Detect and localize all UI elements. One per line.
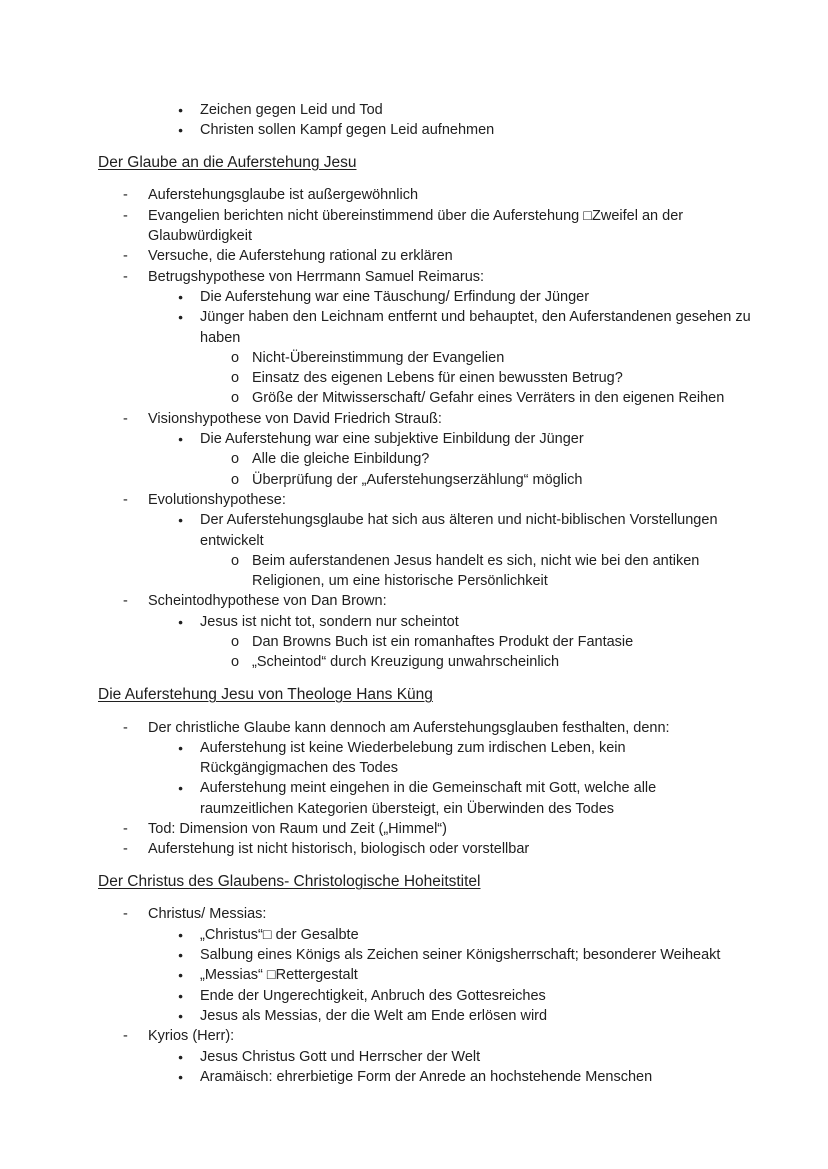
line-text: „Scheintod“ durch Kreuzigung unwahrscheinlich: [252, 654, 560, 671]
circle-bullet-icon: o: [231, 370, 240, 387]
line-text: Christus/ Messias:: [148, 906, 267, 923]
list-item-level-2: [98, 1067, 798, 1087]
line-text: Nicht-Übereinstimmung der Evangelien: [252, 349, 505, 366]
line-text: Dan Browns Buch ist ein romanhaftes Produkt der Fantasie: [252, 634, 634, 651]
list-item-level-2: [98, 925, 798, 945]
list-item-level-2: [98, 945, 798, 965]
section-heading: [98, 872, 798, 892]
line-text: Ende der Ungerechtigkeit, Anbruch des Gottesreiches: [200, 987, 546, 1004]
line-text: Der christliche Glaube kann dennoch am Auferstehungsglauben festhalten, denn:: [148, 719, 670, 736]
dash-bullet-icon: -: [123, 410, 128, 427]
circle-bullet-icon: o: [231, 654, 240, 671]
list-item-continuation: [98, 571, 798, 591]
list-item-level-3: [98, 551, 798, 571]
line-text: Jesus ist nicht tot, sondern nur scheintot: [200, 613, 459, 630]
dash-bullet-icon: -: [123, 719, 128, 736]
dash-bullet-icon: -: [123, 593, 128, 610]
list-item-level-2: [98, 429, 798, 449]
line-text: Alle die gleiche Einbildung?: [252, 451, 430, 468]
list-item-level-2: [98, 778, 798, 798]
list-item-level-2: [98, 738, 798, 758]
list-item-level-2: [98, 307, 798, 327]
dash-bullet-icon: -: [123, 1028, 128, 1045]
disc-bullet-icon: ●: [178, 105, 184, 115]
list-item-level-1: [98, 185, 798, 205]
line-text: haben: [200, 329, 241, 346]
circle-bullet-icon: o: [231, 349, 240, 366]
disc-bullet-icon: ●: [178, 990, 184, 1001]
list-item-level-1: [98, 206, 798, 226]
list-item-level-1: [98, 819, 798, 839]
circle-bullet-icon: o: [231, 634, 240, 651]
line-text: Kyrios (Herr):: [148, 1028, 235, 1045]
circle-bullet-icon: o: [231, 451, 240, 468]
line-text: Auferstehung ist keine Wiederbelebung zum irdischen Leben, kein: [200, 739, 626, 756]
list-item-level-3: [98, 388, 798, 408]
line-text: „Christus“□ der Gesalbte: [200, 926, 359, 943]
list-item-level-2: [98, 287, 798, 307]
list-item-continuation: [98, 226, 798, 246]
line-text: „Messias“ □Rettergestalt: [200, 967, 358, 984]
list-item-level-2: [98, 120, 798, 140]
line-text: Religionen, um eine historische Persönlichkeit: [252, 573, 548, 590]
list-item-level-1: [98, 591, 798, 611]
list-item-level-3: [98, 652, 798, 672]
line-text: Visionshypothese von David Friedrich Strauß:: [148, 410, 442, 427]
heading-text: Der Christus des Glaubens- Christologische Hoheitstitel: [98, 872, 481, 890]
disc-bullet-icon: ●: [178, 515, 184, 526]
list-item-level-1: [98, 904, 798, 924]
line-text: Rückgängigmachen des Todes: [200, 760, 399, 777]
list-item-level-1: [98, 409, 798, 429]
disc-bullet-icon: ●: [178, 1010, 184, 1021]
list-item-continuation: [98, 758, 798, 778]
disc-bullet-icon: ●: [178, 742, 184, 753]
disc-bullet-icon: ●: [178, 291, 184, 302]
list-item-level-1: [98, 839, 798, 859]
line-text: Größe der Mitwisserschaft/ Gefahr eines Verräters in den eigenen Reihen: [252, 390, 725, 407]
list-item-level-1: [98, 1026, 798, 1046]
list-item-level-2: [98, 986, 798, 1006]
list-item-level-3: [98, 470, 798, 490]
list-item-level-3: [98, 348, 798, 368]
line-text: Aramäisch: ehrerbietige Form der Anrede an hochstehende Menschen: [200, 1068, 653, 1085]
line-text: Die Auferstehung war eine subjektive Einbildung der Jünger: [200, 431, 584, 448]
line-text: Einsatz des eigenen Lebens für einen bewussten Betrug?: [252, 370, 623, 387]
list-item-level-2: [98, 510, 798, 530]
list-item-level-1: [98, 246, 798, 266]
dash-bullet-icon: -: [123, 820, 128, 837]
dash-bullet-icon: -: [123, 491, 128, 508]
dash-bullet-icon: -: [123, 906, 128, 923]
line-text: Auferstehung meint eingehen in die Gemeinschaft mit Gott, welche alle: [200, 780, 657, 797]
line-text: Evangelien berichten nicht übereinstimmend über die Auferstehung □Zweifel an der: [148, 207, 684, 224]
dash-bullet-icon: -: [123, 248, 128, 265]
heading-text: Die Auferstehung Jesu von Theologe Hans Küng: [98, 685, 433, 703]
line-text: Überprüfung der „Auferstehungserzählung“ möglich: [252, 471, 583, 488]
line-text: Jünger haben den Leichnam entfernt und behauptet, den Auferstandenen gesehen zu: [200, 309, 751, 326]
circle-bullet-icon: o: [231, 390, 240, 407]
list-item-level-2: [98, 100, 798, 120]
circle-bullet-icon: o: [231, 552, 240, 569]
line-text: Glaubwürdigkeit: [148, 228, 252, 245]
line-text: Jesus Christus Gott und Herrscher der Welt: [200, 1048, 481, 1065]
line-text: Auferstehungsglaube ist außergewöhnlich: [148, 187, 419, 204]
section-heading: [98, 685, 798, 705]
line-text: Zeichen gegen Leid und Tod: [200, 102, 383, 118]
disc-bullet-icon: ●: [178, 1071, 184, 1082]
dash-bullet-icon: -: [123, 268, 128, 285]
list-item-level-2: [98, 612, 798, 632]
dash-bullet-icon: -: [123, 841, 128, 858]
line-text: Die Auferstehung war eine Täuschung/ Erfindung der Jünger: [200, 288, 590, 305]
list-item-level-2: [98, 965, 798, 985]
section-heading: [98, 153, 798, 173]
line-text: Christen sollen Kampf gegen Leid aufnehmen: [200, 122, 495, 139]
disc-bullet-icon: ●: [178, 950, 184, 961]
list-item-level-2: [98, 1047, 798, 1067]
list-item-level-1: [98, 490, 798, 510]
document-body: [98, 100, 798, 1087]
disc-bullet-icon: ●: [178, 312, 184, 323]
disc-bullet-icon: ●: [178, 970, 184, 981]
list-item-level-3: [98, 449, 798, 469]
disc-bullet-icon: ●: [178, 1051, 184, 1062]
list-item-level-3: [98, 368, 798, 388]
line-text: Tod: Dimension von Raum und Zeit („Himmel“): [148, 820, 447, 837]
line-text: Scheintodhypothese von Dan Brown:: [148, 593, 387, 610]
line-text: entwickelt: [200, 532, 264, 549]
line-text: Der Auferstehungsglaube hat sich aus älteren und nicht-biblischen Vorstellungen: [200, 512, 718, 529]
line-text: Jesus als Messias, der die Welt am Ende erlösen wird: [200, 1007, 548, 1024]
list-item-level-3: [98, 632, 798, 652]
line-text: Beim auferstandenen Jesus handelt es sich, nicht wie bei den antiken: [252, 552, 700, 569]
dash-bullet-icon: -: [123, 187, 128, 204]
line-text: Betrugshypothese von Herrmann Samuel Reimarus:: [148, 268, 485, 285]
circle-bullet-icon: o: [231, 471, 240, 488]
disc-bullet-icon: ●: [178, 125, 184, 136]
line-text: Auferstehung ist nicht historisch, biologisch oder vorstellbar: [148, 841, 530, 858]
disc-bullet-icon: ●: [178, 783, 184, 794]
list-item-continuation: [98, 328, 798, 348]
line-text: Evolutionshypothese:: [148, 491, 286, 508]
heading-text: Der Glaube an die Auferstehung Jesu: [98, 153, 357, 171]
line-text: raumzeitlichen Kategorien übersteigt, ein Überwinden des Todes: [200, 800, 615, 817]
list-item-level-1: [98, 267, 798, 287]
disc-bullet-icon: ●: [178, 616, 184, 627]
disc-bullet-icon: ●: [178, 929, 184, 940]
dash-bullet-icon: -: [123, 207, 128, 224]
list-item-level-1: [98, 718, 798, 738]
line-text: Versuche, die Auferstehung rational zu erklären: [148, 248, 453, 265]
list-item-continuation: [98, 799, 798, 819]
disc-bullet-icon: ●: [178, 434, 184, 445]
line-text: Salbung eines Königs als Zeichen seiner Königsherrschaft; besonderer Weiheakt: [200, 947, 721, 964]
list-item-level-2: [98, 1006, 798, 1026]
list-item-continuation: [98, 531, 798, 551]
